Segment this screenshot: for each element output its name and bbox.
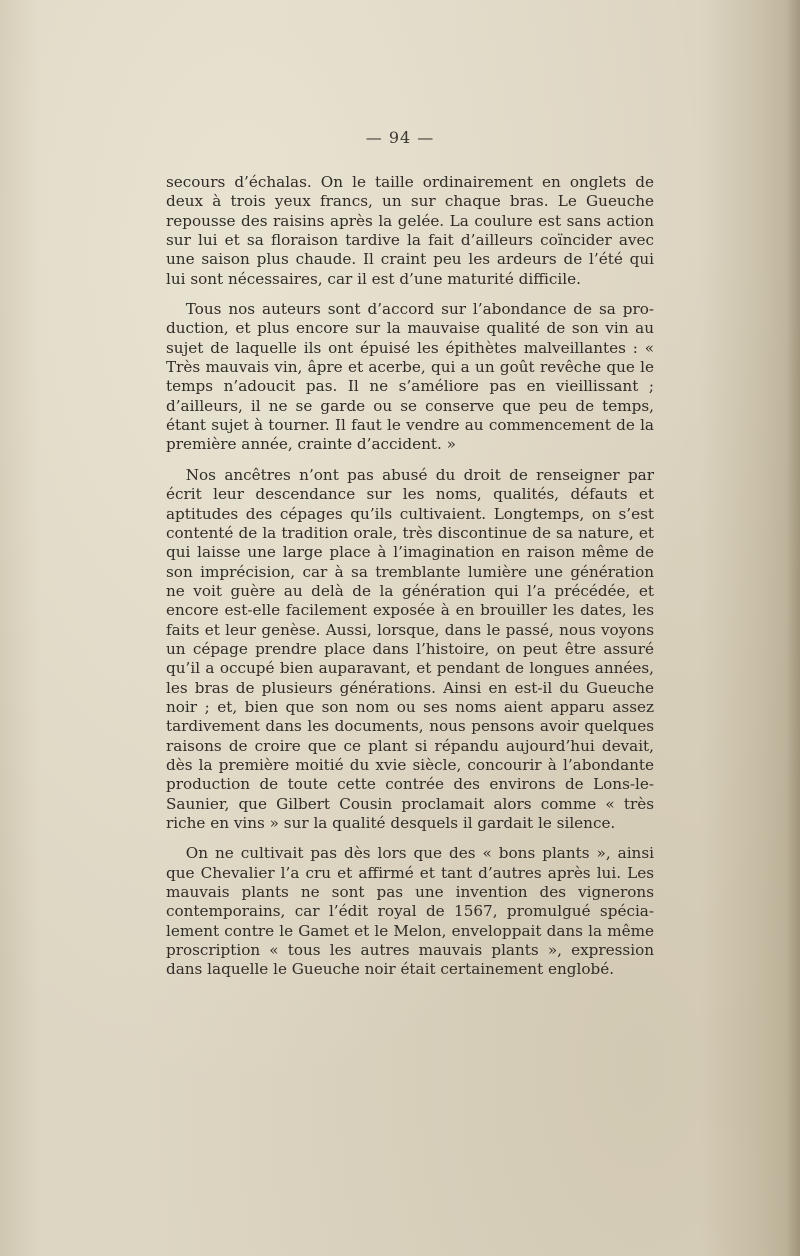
body-text <box>166 173 654 991</box>
paragraph-1: secours d’échalas. On le taille ordinairement en onglets de deux à trois yeux francs, un sur chaque bras. Le Gueuche repousse des raisins après la gelée. La coulure est sans action sur lui et sa floraison tardive la fait d’ailleurs coïncider avec une saison plus chaude. Il craint peu les ardeurs de l’été qui lui sont nécessaires, car il est d’une maturité difficile. <box>166 173 654 288</box>
page-number: — 94 — <box>365 128 435 147</box>
page-edge-shadow <box>786 0 800 1256</box>
paragraph-2: Tous nos auteurs sont d’accord sur l’abondance de sa production, et plus encore sur la mauvaise qualité de son vin au sujet de laquelle ils ont épuisé les épithètes malveillantes : « Très mauvais vin, âpre et acerbe, qui a un goût revêche que le temps n’adoucit pas. Il ne s’améliore pas en vieillissant ; d’ailleurs, il ne se garde ou se conserve que peu de temps, étant sujet à tourner. Il faut le vendre au commencement de la première année, crainte d’accident. » <box>166 300 654 454</box>
paragraph-3: Nos ancêtres n’ont pas abusé du droit de renseigner par écrit leur descendance sur les noms, qualités, défauts et aptitudes des cépages qu’ils cultivaient. Longtemps, on s’est contenté de la tradition orale, très discontinue de sa nature, et qui laisse une large place à l’imagination en raison même de son imprécision, car à sa tremblante lumière une génération ne voit guère au delà de la génération qui l’a précédée, et encore est-elle facilement exposée à en brouiller les dates, les faits et leur genèse. Aussi, lorsque, dans le passé, nous voyons un cépage prendre place dans l’histoire, on peut être assuré qu’il a occupé bien auparavant, et pendant de longues années, les bras de plusieurs générations. Ainsi en est-il du Gueuche noir ; et, bien que son nom ou ses noms aient apparu assez tardivement dans les documents, nous pensons avoir quelques raisons de croire que ce plant si répandu aujourd’hui devait, dès la première moitié du xvie siècle, concourir à l’abondante production de toute cette contrée des environs de Lons-le-Saunier, que Gilbert Cousin proclamait alors comme « très riche en vins » sur la qualité desquels il gardait le silence. <box>166 465 654 832</box>
paragraph-4: On ne cultivait pas dès lors que des « bons plants », ainsi que Chevalier l’a cru et affirmé et tant d’autres après lui. Les mauvais plants ne sont pas une invention des vignerons contemporains, car l’édit royal de 1567, promulgué spécialement contre le Gamet et le Melon, enveloppait dans la même proscription « tous les autres mauvais plants », expression dans laquelle le Gueuche noir était certainement englobé. <box>166 844 654 979</box>
